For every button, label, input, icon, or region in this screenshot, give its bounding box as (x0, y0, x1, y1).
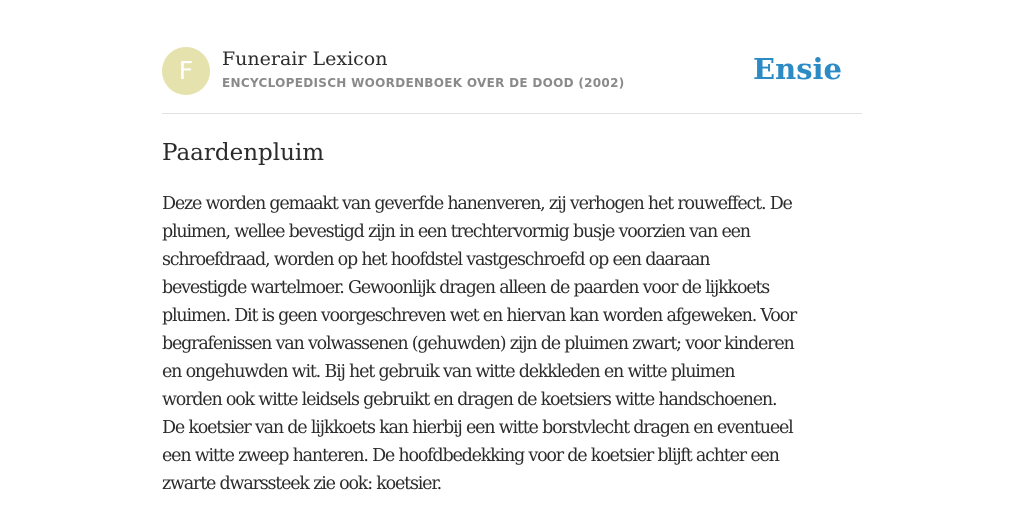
source-avatar[interactable]: F (162, 47, 210, 95)
body-line: De koetsier van de lijkkoets kan hierbij een witte borstvlecht dragen en eventueel (162, 418, 793, 438)
source-subtitle: ENCYCLOPEDISCH WOORDENBOEK OVER DE DOOD (2002) (222, 76, 625, 90)
body-line: zwarte dwarssteek zie ook: koetsier. (162, 474, 441, 494)
ensie-logo[interactable]: Ensie (753, 52, 842, 86)
entry-title: Paardenpluim (162, 140, 325, 166)
body-line: en ongehuwden wit. Bij het gebruik van witte dekkleden en witte pluimen (162, 362, 735, 382)
source-title[interactable]: Funerair Lexicon (222, 48, 388, 70)
body-line: pluimen, wellee bevestigd zijn in een trechtervormig busje voorzien van een (162, 222, 750, 242)
body-line: Deze worden gemaakt van geverfde hanenveren, zij verhogen het rouweffect. De (162, 194, 792, 214)
body-line: schroefdraad, worden op het hoofdstel vastgeschroefd op een daaraan (162, 250, 710, 270)
body-line: worden ook witte leidsels gebruikt en dragen de koetsiers witte handschoenen. (162, 390, 777, 410)
source-header (162, 47, 862, 95)
body-line: bevestigde wartelmoer. Gewoonlijk dragen alleen de paarden voor de lijkkoets (162, 278, 770, 298)
entry-body (162, 190, 874, 498)
body-line: pluimen. Dit is geen voorgeschreven wet en hiervan kan worden afgeweken. Voor (162, 306, 797, 326)
body-line: begrafenissen van volwassenen (gehuwden) zijn de pluimen zwart; voor kinderen (162, 334, 794, 354)
header-divider (162, 113, 862, 114)
body-line: een witte zweep hanteren. De hoofdbedekking voor de koetsier blijft achter een (162, 446, 779, 466)
